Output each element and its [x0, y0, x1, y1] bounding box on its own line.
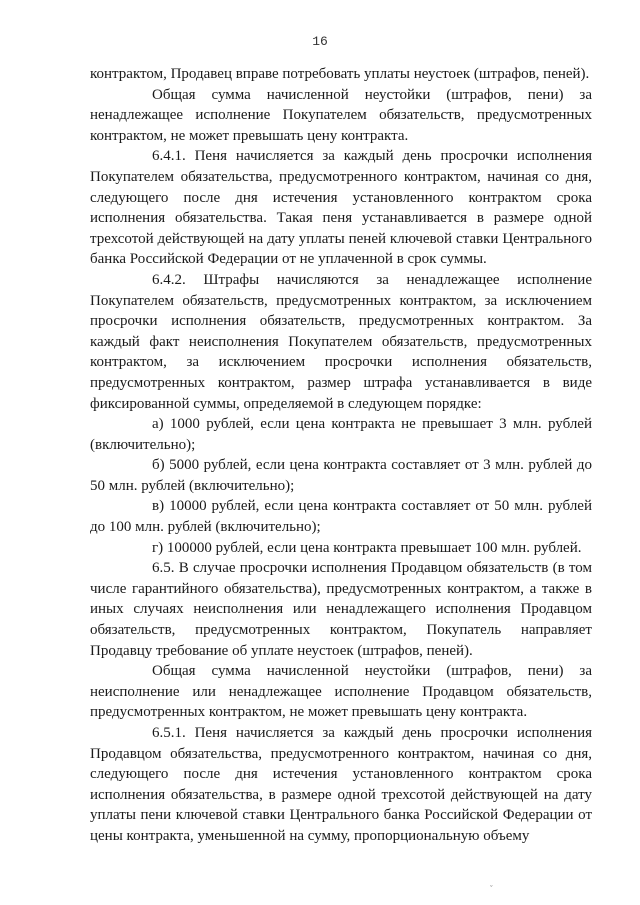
paragraph-total-penalty-seller: Общая сумма начисленной неустойки (штрафов, пени) за неисполнение или ненадлежащее исполнение Продавцом обязательств, предусмотренных контрактом, не может превышать цену контракта. — [90, 663, 592, 721]
list-item-a: а) 1000 рублей, если цена контракта не превышает 3 млн. рублей (включительно); — [90, 416, 592, 453]
list-item-d: г) 100000 рублей, если цена контракта превышает 100 млн. рублей. — [152, 539, 582, 556]
document-body — [90, 64, 592, 847]
paragraph-6-4-2: 6.4.2. Штрафы начисляются за ненадлежащее исполнение Покупателем обязательств, предусмотренных контрактом, за исключением просрочки исполнения обязательств, предусмотренных контрактом. За каждый факт неисполнения Покупателем обязательств, предусмотренных контрактом, за исключением просрочки исполнения обязательств, предусмотренных контрактом, размер штрафа устанавливается в виде фиксированной суммы, определяемой в следующем порядке: — [90, 271, 592, 412]
paragraph-6-5-1: 6.5.1. Пеня начисляется за каждый день просрочки исполнения Продавцом обязательства, предусмотренного контрактом, начиная со дня, следующего после дня истечения установленного контрактом срока исполнения обязательства, в размере одной трехсотой действующей на дату уплаты пени ключевой ставки Центрального банка Российской Федерации от цены контракта, уменьшенной на сумму, пропорциональную объему — [90, 725, 592, 844]
list-item-c: в) 10000 рублей, если цена контракта составляет от 50 млн. рублей до 100 млн. рублей (включительно); — [90, 498, 592, 536]
list-item-b: б) 5000 рублей, если цена контракта составляет от 3 млн. рублей до 50 млн. рублей (включительно); — [90, 457, 592, 494]
page-number: 16 — [312, 34, 328, 49]
paragraph-total-penalty-buyer: Общая сумма начисленной неустойки (штрафов, пени) за ненадлежащее исполнение Покупателем обязательств, предусмотренных контрактом, не может превышать цену контракта. — [90, 86, 592, 144]
paragraph-continuation: контрактом, Продавец вправе потребовать уплаты неустоек (штрафов, пеней). — [90, 66, 590, 82]
paragraph-6-4-1: 6.4.1. Пеня начисляется за каждый день просрочки исполнения Покупателем обязательства, предусмотренного контрактом, начиная со дня, следующего после дня истечения установленного контрактом срока исполнения обязательства. Такая пеня устанавливается в размере одной трехсотой действующей на дату уплаты пеней ключевой ставки Центрального банка Российской Федерации от не уплаченной в срок суммы. — [90, 148, 592, 268]
paragraph-6-5: 6.5. В случае просрочки исполнения Продавцом обязательств (в том числе гарантийного обязательства), предусмотренных контрактом, а также в иных случаях неисполнения или ненадлежащего исполнения Продавцом обязательств, предусмотренных контрактом, Покупатель направляет Продавцу требование об уплате неустоек (штрафов, пеней). — [90, 560, 592, 659]
bottom-tick-mark: ˇ — [490, 884, 493, 893]
